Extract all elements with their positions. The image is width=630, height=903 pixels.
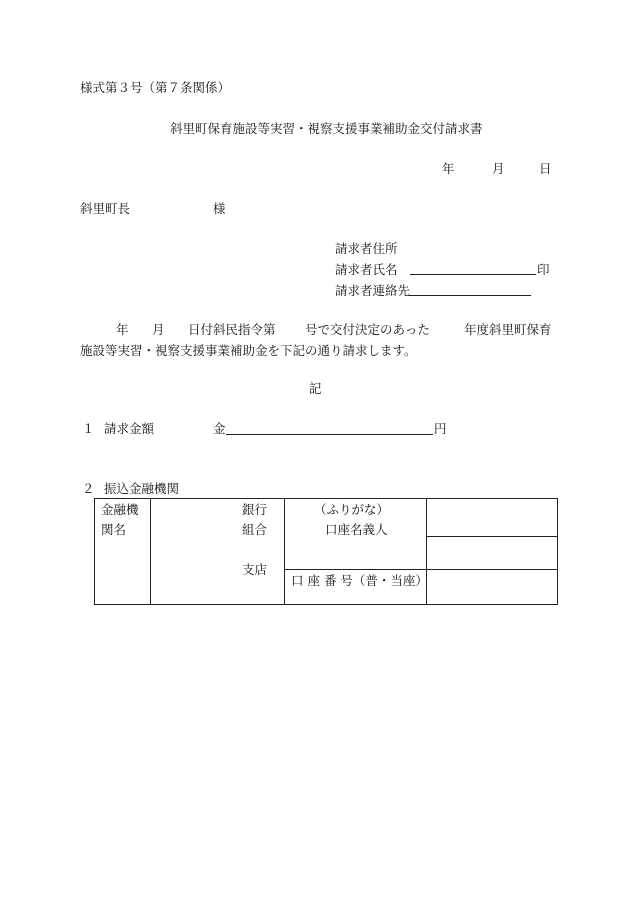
institution-label-cell — [95, 499, 151, 605]
body-ref: 日付斜民指令第 — [188, 322, 276, 337]
section1-number: １ — [82, 421, 95, 436]
section2-number: ２ — [82, 481, 95, 496]
body-line2: 施設等実習・視察支援事業補助金を下記の通り請求します。 — [80, 343, 417, 358]
furigana-label: （ふりがな） — [314, 502, 390, 517]
account-label-cell — [285, 570, 427, 605]
requester-contact-label: 請求者連絡先 — [335, 283, 411, 298]
holder-value-cell[interactable] — [427, 537, 558, 570]
requester-name-label: 請求者氏名 — [335, 262, 398, 277]
form-number: 様式第３号（第７条関係） — [80, 80, 231, 95]
requester-contact-line[interactable] — [409, 295, 531, 296]
amount-suffix: 円 — [434, 421, 447, 436]
body-no: 号で交付決定のあった — [305, 322, 430, 337]
addressee-suffix: 様 — [213, 201, 226, 216]
ki-mark: 記 — [309, 381, 322, 396]
document-title: 斜里町保育施設等実習・視察支援事業補助金交付請求書 — [170, 121, 483, 136]
institution-label-2: 関名 — [101, 522, 127, 537]
section2-label: 振込金融機関 — [104, 481, 180, 496]
seal-mark: 印 — [537, 262, 550, 277]
holder-label-cell — [285, 499, 427, 570]
account-number-label: 口 座 番 号（普・当座） — [291, 573, 428, 588]
holder-label: 口座名義人 — [325, 522, 388, 537]
institution-label-1: 金融機 — [101, 502, 139, 517]
amount-line[interactable] — [226, 434, 433, 435]
body-fiscal: 年度斜里町保育 — [464, 322, 552, 337]
branch-label: 支店 — [242, 562, 268, 577]
addressee-name: 斜里町長 — [80, 201, 131, 216]
section1-label: 請求金額 — [104, 421, 155, 436]
date-year: 年 — [442, 161, 455, 176]
body-month: 月 — [152, 322, 165, 337]
bank-table — [94, 498, 558, 605]
account-value-cell[interactable] — [427, 570, 558, 605]
requester-name-line[interactable] — [410, 274, 536, 275]
date-day: 日 — [539, 161, 552, 176]
requester-address-label: 請求者住所 — [335, 241, 398, 256]
union-label: 組合 — [242, 522, 268, 537]
furigana-value-cell[interactable] — [427, 499, 558, 537]
institution-name-cell[interactable] — [151, 499, 285, 605]
bank-label: 銀行 — [242, 502, 268, 517]
body-year: 年 — [116, 322, 129, 337]
date-month: 月 — [492, 161, 505, 176]
amount-prefix: 金 — [213, 421, 226, 436]
